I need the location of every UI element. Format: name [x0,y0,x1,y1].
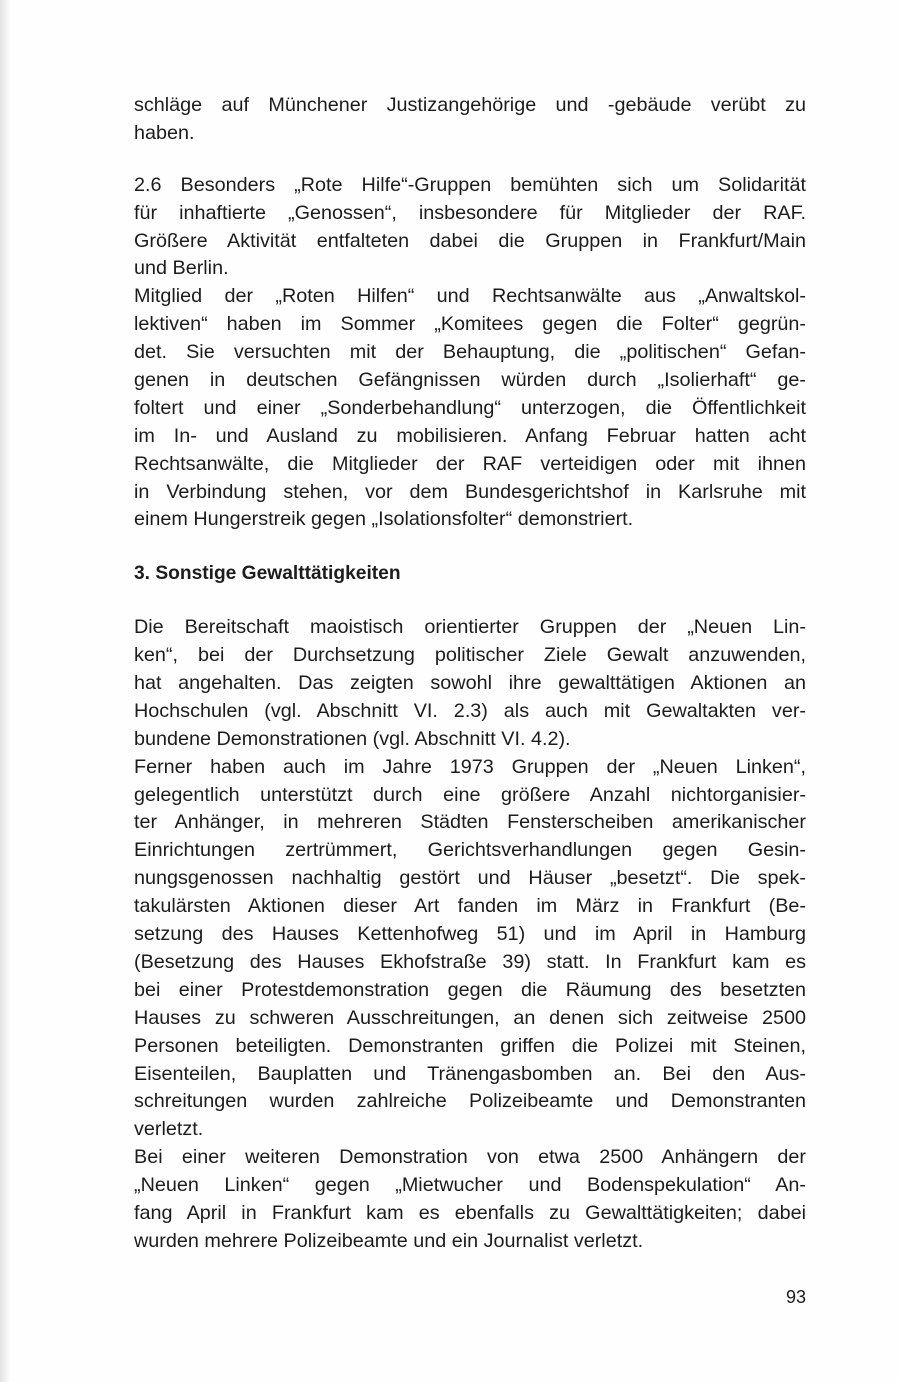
text-line: bundene Demonstrationen (vgl. Abschnitt VI. 4.2). [134,727,571,750]
text-line: takulärsten Aktionen dieser Art fanden im März in Frankfurt (Be- [134,895,806,918]
text-line: Mitglied der „Roten Hilfen“ und Rechtsanwälte aus „Anwaltskol- [134,285,806,308]
text-line: „Neuen Linken“ gegen „Mietwucher und Bodenspekulation“ An- [134,1174,806,1197]
text-line: gelegentlich unterstützt durch eine größere Anzahl nichtorganisier- [134,783,806,806]
text-line: schreitungen wurden zahlreiche Polizeibeamte und Demonstranten [134,1090,806,1113]
text-line: haben. [134,121,195,144]
text-line: Ferner haben auch im Jahre 1973 Gruppen der „Neuen Linken“, [134,755,806,778]
text-line: fang April in Frankfurt kam es ebenfalls zu Gewalttätigkeiten; dabei [134,1201,806,1224]
text-line: Hochschulen (vgl. Abschnitt VI. 2.3) als auch mit Gewaltakten ver- [134,699,806,722]
text-line: Bei einer weiteren Demonstration von etwa 2500 Anhängern der [134,1146,806,1169]
text-line: 2.6 Besonders „Rote Hilfe“-Gruppen bemühten sich um Solidarität [134,173,806,196]
page-number: 93 [785,1287,806,1307]
text-line: ter Anhänger, in mehreren Städten Fensterscheiben amerikanischer [134,811,806,834]
text-line: Personen beteiligten. Demonstranten griffen die Polizei mit Steinen, [134,1034,806,1057]
text-line: foltert und einer „Sonderbehandlung“ unterzogen, die Öffentlichkeit [134,396,806,419]
text-line: wurden mehrere Polizeibeamte und ein Journalist verletzt. [134,1229,644,1252]
text-line: schläge auf Münchener Justizangehörige und -gebäude verübt zu [134,94,806,116]
text-line: Einrichtungen zertrümmert, Gerichtsverhandlungen gegen Gesin- [134,839,806,862]
text-line: Hauses zu schweren Ausschreitungen, an denen sich zeitweise 2500 [134,1006,806,1029]
text-line: Größere Aktivität entfalteten dabei die Gruppen in Frankfurt/Main [134,229,806,252]
text-line: Rechtsanwälte, die Mitglieder der RAF verteidigen oder mit ihnen [134,452,806,475]
text-line: nungsgenossen nachhaltig gestört und Häuser „besetzt“. Die spek- [134,867,806,890]
text-line: im In- und Ausland zu mobilisieren. Anfang Februar hatten acht [134,424,806,447]
text-line: bei einer Protestdemonstration gegen die Räumung des besetzten [134,978,806,1001]
text-line: einem Hungerstreik gegen „Isolationsfolter“ demonstriert. [134,508,634,531]
section-heading: 3. Sonstige Gewalttätigkeiten [134,563,401,585]
page-binding-edge [0,0,10,1382]
text-line: für inhaftierte „Genossen“, insbesondere für Mitglieder der RAF. [134,201,806,224]
text-line: det. Sie versuchten mit der Behauptung, die „politischen“ Gefan- [134,341,806,364]
text-line: in Verbindung stehen, vor dem Bundesgerichtshof in Karlsruhe mit [134,480,806,503]
text-line: ken“, bei der Durchsetzung politischer Ziele Gewalt anzuwenden, [134,644,806,667]
body-text [134,92,806,1256]
text-line: lektiven“ haben im Sommer „Komitees gegen die Folter“ gegrün- [134,313,806,336]
text-line: Eisenteilen, Bauplatten und Tränengasbomben an. Bei den Aus- [134,1062,806,1085]
text-line: hat angehalten. Das zeigten sowohl ihre gewalttätigen Aktionen an [134,672,806,695]
text-line: setzung des Hauses Kettenhofweg 51) und im April in Hamburg [134,923,806,946]
text-line: (Besetzung des Hauses Ekhofstraße 39) statt. In Frankfurt kam es [134,950,806,973]
text-line: und Berlin. [134,257,229,280]
text-line: Die Bereitschaft maoistisch orientierter Gruppen der „Neuen Lin- [134,616,806,639]
text-line: genen in deutschen Gefängnissen würden durch „Isolierhaft“ ge- [134,369,806,392]
text-line: verletzt. [134,1118,204,1141]
